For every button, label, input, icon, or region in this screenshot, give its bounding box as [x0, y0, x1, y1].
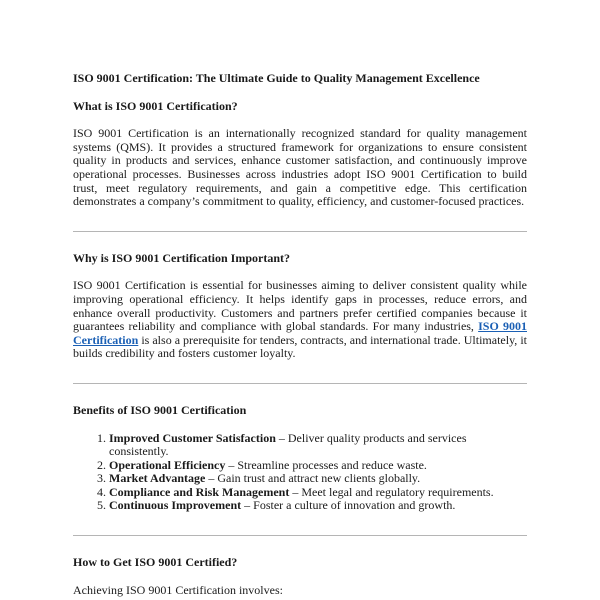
divider [73, 383, 527, 384]
benefits-list [73, 432, 527, 514]
section-paragraph: ISO 9001 Certification is an internationally recognized standard for quality management systems (QMS). It provides a structured framework for organizations to ensure consistent quality in products and services, enhance customer satisfaction, and continuously improve operational processes. Businesses across industries adopt ISO 9001 Certification to build trust, meet regulatory requirements, and gain a competitive edge. This certification demonstrates a company’s commitment to quality, efficiency, and customer-focused practices. [73, 126, 527, 209]
section-what-is [73, 100, 527, 209]
section-how-to-get-certified [73, 556, 527, 597]
section-paragraph [73, 279, 527, 361]
paragraph-text: ISO 9001 Certification is essential for businesses aiming to deliver consistent quality while improving operational efficiency. It helps identify gaps in processes, reduce errors, and enhance overall productivity. Customers and partners prefer certified companies because it guarantees reliability and compliance with global standards. For many industries, [73, 278, 527, 334]
list-item [109, 459, 527, 473]
benefit-description: – Deliver quality products and services consistently. [109, 430, 467, 459]
benefit-term: Market Advantage [109, 471, 206, 486]
benefit-description: – Meet legal and regulatory requirements. [289, 484, 494, 499]
benefit-description: – Streamline processes and reduce waste. [225, 457, 427, 472]
benefit-term: Improved Customer Satisfaction [109, 430, 276, 445]
benefit-description: – Foster a culture of innovation and growth. [241, 498, 456, 513]
section-heading: Benefits of ISO 9001 Certification [73, 402, 247, 417]
section-heading: Why is ISO 9001 Certification Important? [73, 250, 290, 265]
benefit-term: Operational Efficiency [109, 457, 226, 472]
list-item [109, 486, 527, 500]
divider [73, 535, 527, 536]
iso-9001-certification-link[interactable]: ISO 9001 Certification [73, 319, 527, 347]
list-item [109, 499, 527, 513]
divider [73, 231, 527, 232]
benefit-description: – Gain trust and attract new clients globally. [205, 471, 421, 486]
section-benefits [73, 404, 527, 513]
benefit-term: Continuous Improvement [109, 498, 242, 513]
benefit-term: Compliance and Risk Management [109, 484, 290, 499]
section-heading: How to Get ISO 9001 Certified? [73, 555, 238, 570]
list-item [109, 472, 527, 486]
section-heading: What is ISO 9001 Certification? [73, 98, 238, 113]
section-why-important [73, 252, 527, 361]
paragraph-text: is also a prerequisite for tenders, contracts, and international trade. Ultimately, it builds credibility and fosters customer loyalty. [73, 332, 527, 361]
section-paragraph: Achieving ISO 9001 Certification involves: [73, 582, 283, 597]
document-page [73, 72, 527, 597]
list-item [109, 432, 527, 459]
document-title: ISO 9001 Certification: The Ultimate Guide to Quality Management Excellence [73, 71, 480, 85]
